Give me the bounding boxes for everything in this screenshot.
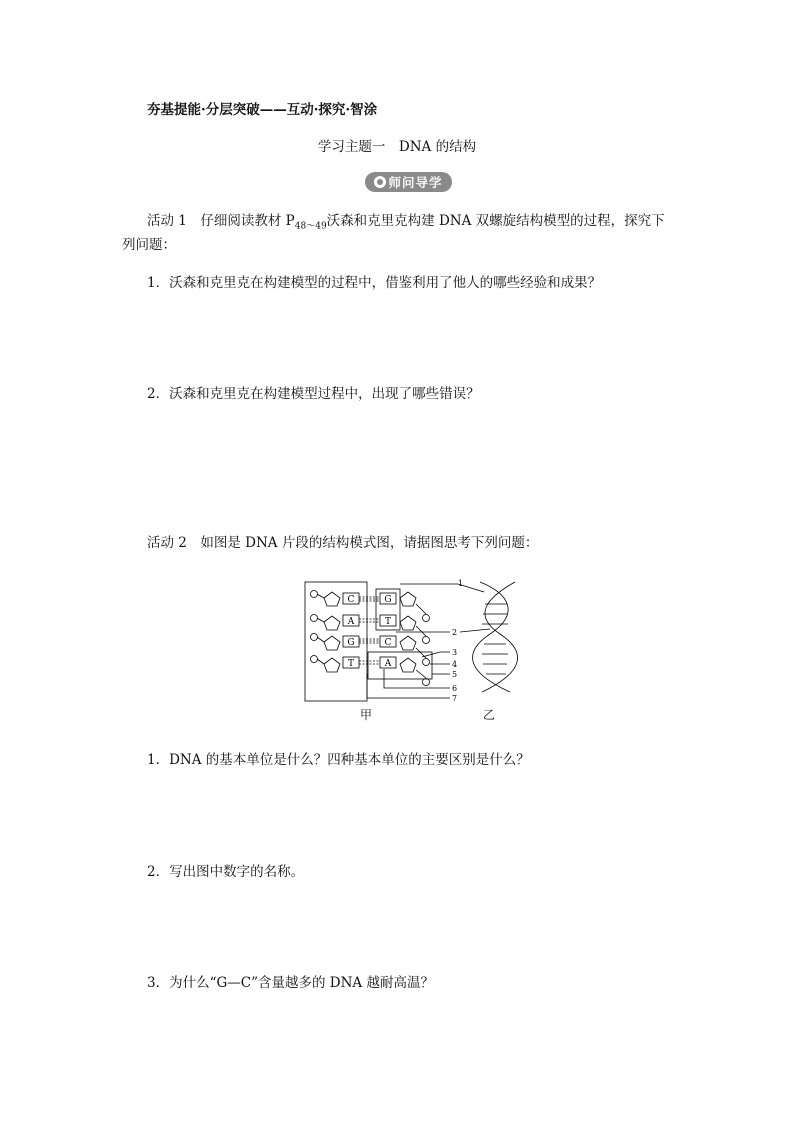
activity2-intro: 活动 2 如图是 DNA 片段的结构模式图，请据图思考下列问题： — [147, 535, 539, 551]
base-right-2: T — [384, 617, 392, 627]
label-1: 1 — [458, 579, 464, 588]
base-right-4: A — [384, 659, 392, 669]
base-left-2: A — [347, 617, 355, 627]
badge-icon — [374, 176, 386, 188]
activity1-question-2: 2．沃森和克里克在构建模型过程中，出现了哪些错误？ — [147, 386, 480, 402]
dna-structure-diagram — [300, 574, 540, 704]
activity1-question-1: 1．沃森和克里克在构建模型的过程中，借鉴利用了他人的哪些经验和成果？ — [147, 275, 602, 291]
label-3: 3 — [452, 648, 458, 657]
activity1-pages: 48～49 — [294, 221, 327, 232]
section-heading: 夯基提能·分层突破——互动·探究·智涂 — [147, 102, 378, 118]
activity1-prefix: 活动 1 仔细阅读教材 P — [147, 213, 295, 229]
label-7: 7 — [452, 694, 458, 703]
diagram-label-jia: 甲 — [360, 708, 373, 722]
badge-label: 师问导学 — [388, 175, 443, 190]
label-6: 6 — [452, 684, 458, 693]
base-left-4: T — [347, 659, 355, 669]
activity1-suffix: 沃森和克里克构建 DNA 双螺旋结构模型的过程，探究下 — [326, 213, 665, 229]
diagram-label-yi: 乙 — [483, 708, 496, 722]
base-left-1: C — [347, 595, 355, 605]
label-2: 2 — [452, 628, 458, 637]
activity1-intro-cont: 列问题： — [122, 237, 176, 253]
base-right-3: C — [384, 638, 392, 648]
label-4: 4 — [452, 660, 458, 669]
label-5: 5 — [452, 670, 458, 679]
base-left-3: G — [347, 638, 355, 648]
activity1-intro — [147, 211, 665, 235]
topic-title: 学习主题一 DNA 的结构 — [317, 139, 477, 155]
activity2-question-2: 2．写出图中数字的名称。 — [147, 864, 305, 880]
base-right-1: G — [384, 595, 392, 605]
guide-badge — [365, 172, 452, 192]
activity2-question-1: 1．DNA 的基本单位是什么？四种基本单位的主要区别是什么？ — [147, 752, 530, 768]
activity2-question-3: 3．为什么“G—C”含量越多的 DNA 越耐高温？ — [147, 975, 434, 991]
